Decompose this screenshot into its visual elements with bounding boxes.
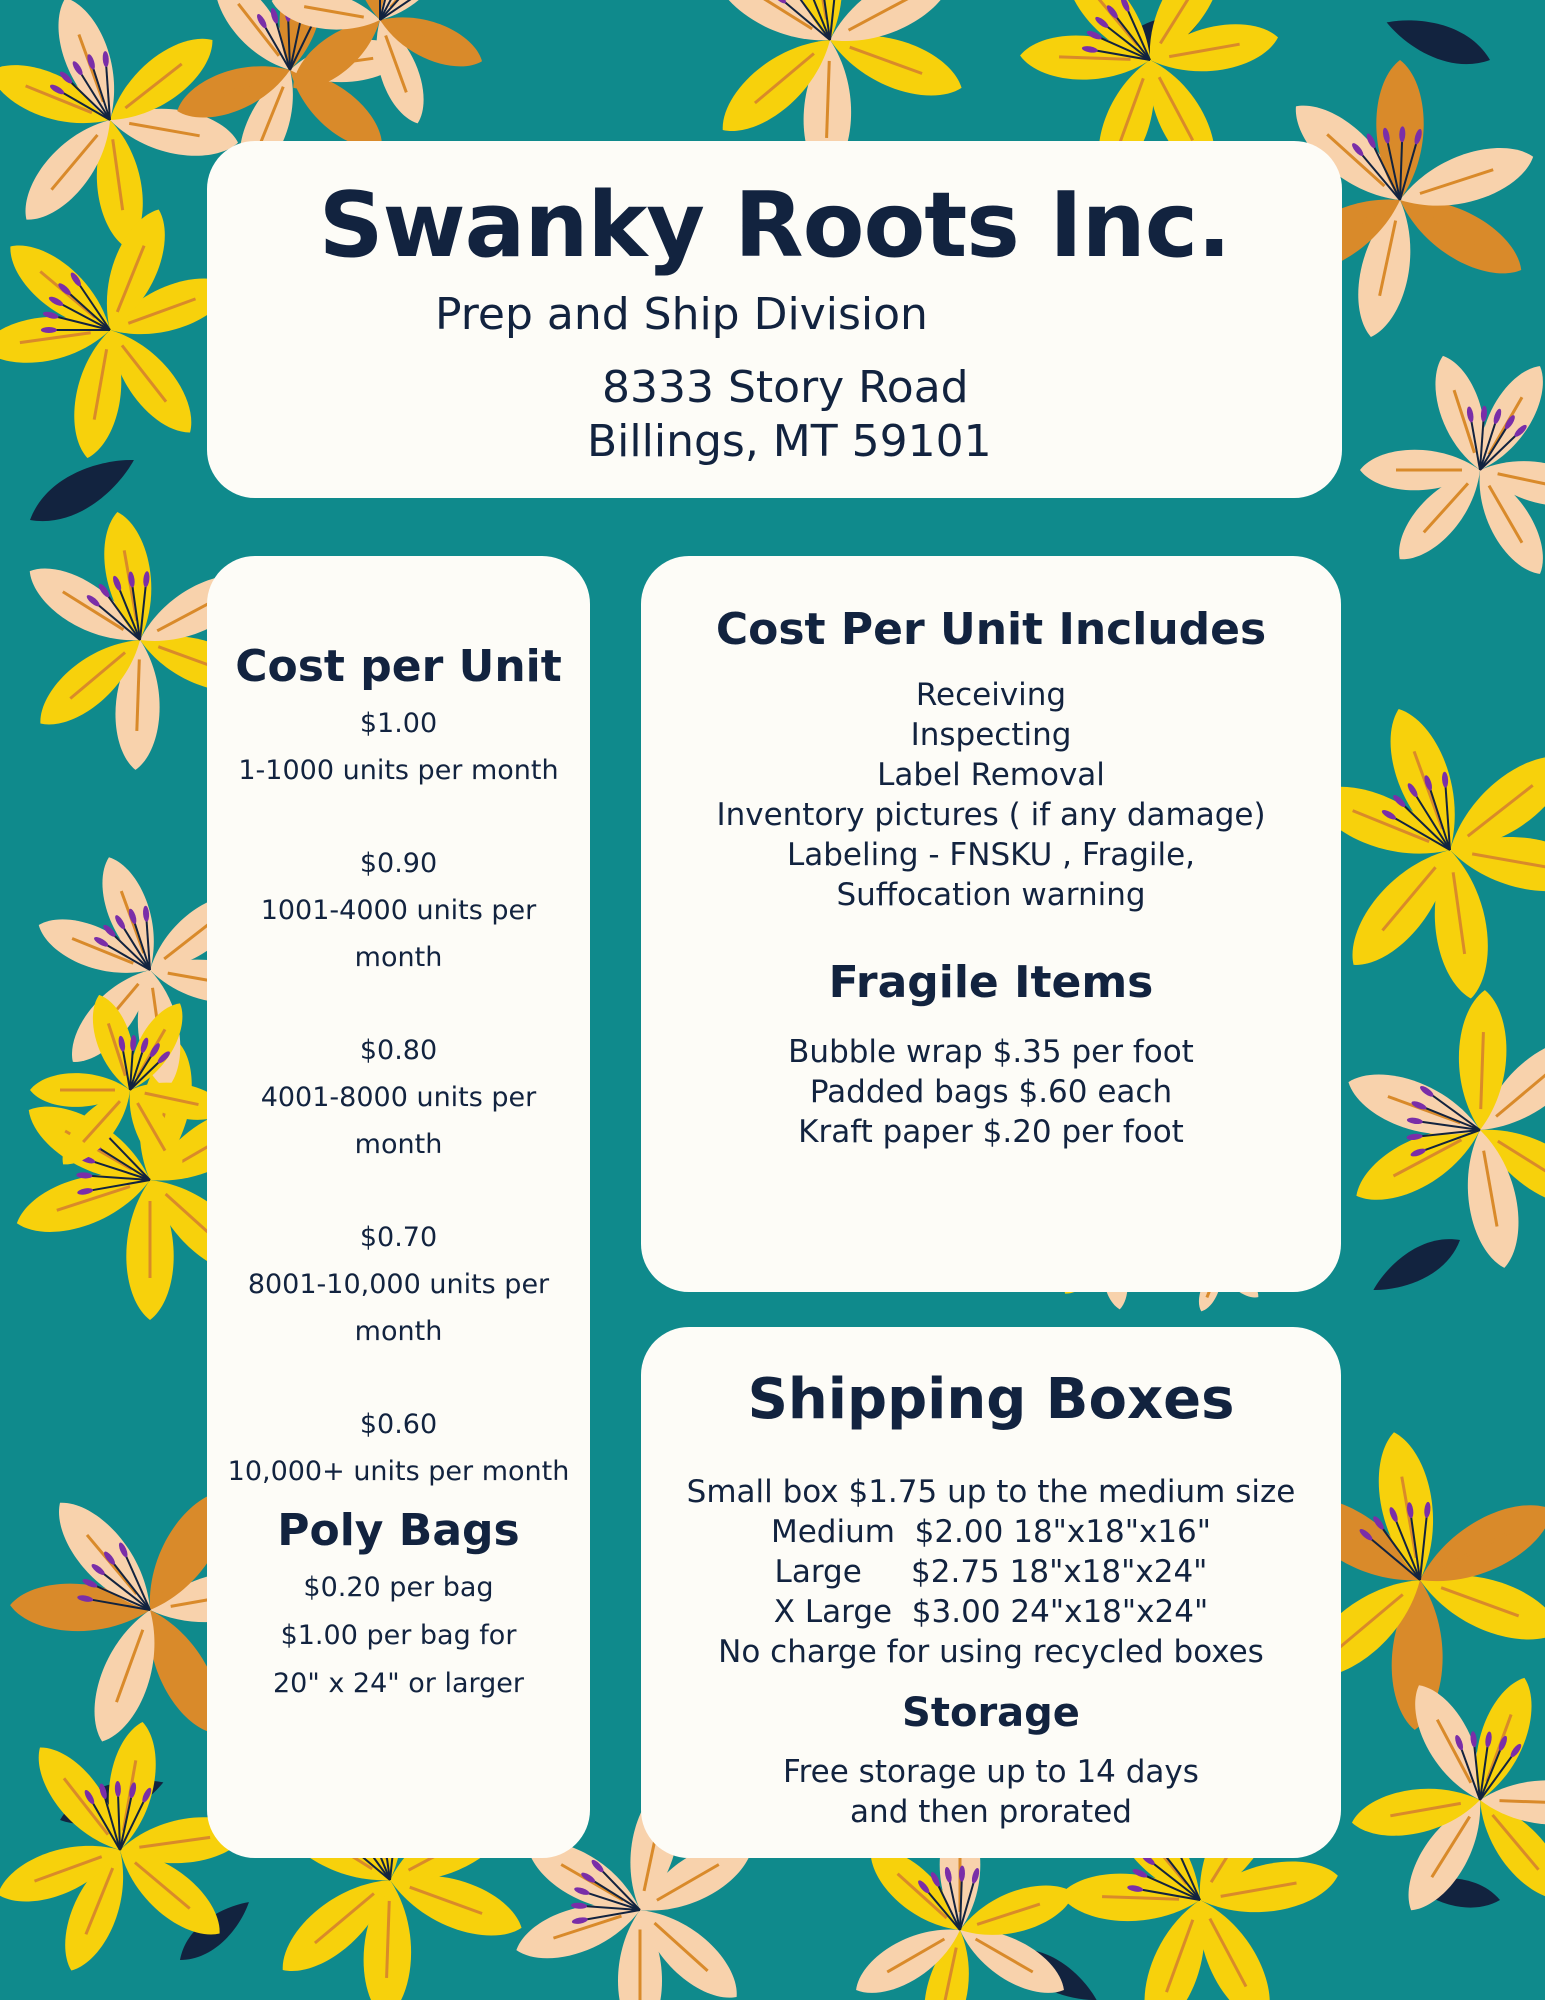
storage-line: and then prorated xyxy=(850,1794,1132,1830)
cost-per-unit-card xyxy=(207,556,590,1858)
storage-line: Free storage up to 14 days xyxy=(783,1754,1199,1790)
tier-range: month xyxy=(354,1129,443,1160)
pricing-tier xyxy=(207,840,590,981)
tier-range: month xyxy=(354,1316,443,1347)
pricing-tiers xyxy=(207,700,590,1495)
tier-range: month xyxy=(354,942,443,973)
poly-bag-price: $0.20 per bag xyxy=(303,1572,494,1603)
included-service: Receiving xyxy=(915,677,1067,713)
shipping-card xyxy=(641,1327,1341,1858)
poly-bag-price: 20" x 24" or larger xyxy=(272,1668,524,1699)
includes-card xyxy=(641,556,1341,1292)
fragile-title: Fragile Items xyxy=(828,957,1154,1008)
leaf-shape xyxy=(1366,1227,1468,1303)
poly-bag-price: $1.00 per bag for xyxy=(280,1620,517,1651)
pricing-tier xyxy=(207,1214,590,1355)
division-name: Prep and Ship Division xyxy=(435,289,928,340)
shipping-title: Shipping Boxes xyxy=(747,1367,1235,1432)
includes-list xyxy=(641,675,1341,915)
pricing-tier xyxy=(207,1027,590,1168)
lily-flower xyxy=(1315,308,1545,634)
fragile-list xyxy=(641,1032,1341,1152)
fragile-item: Bubble wrap $.35 per foot xyxy=(788,1034,1194,1070)
shipping-box-price: Medium $2.00 18"x18"x16" xyxy=(770,1514,1212,1550)
header-card xyxy=(207,141,1342,498)
included-service: Labeling - FNSKU , Fragile, xyxy=(786,837,1196,873)
shipping-box-price: No charge for using recycled boxes xyxy=(718,1634,1264,1670)
poly-bags-title: Poly Bags xyxy=(277,1505,520,1556)
pricing-tier xyxy=(207,700,590,794)
tier-price: $0.80 xyxy=(359,1035,438,1066)
included-service: Inventory pictures ( if any damage) xyxy=(716,797,1266,833)
tier-range: 1001-4000 units per xyxy=(260,895,537,926)
address-street: 8333 Story Road xyxy=(602,362,969,413)
fragile-item: Padded bags $.60 each xyxy=(809,1074,1173,1110)
fragile-item: Kraft paper $.20 per foot xyxy=(798,1114,1184,1150)
tier-price: $0.90 xyxy=(359,848,438,879)
included-service: Suffocation warning xyxy=(836,877,1146,913)
address-city: Billings, MT 59101 xyxy=(587,416,992,467)
shipping-box-price: X Large $3.00 24"x18"x24" xyxy=(773,1594,1209,1630)
tier-range: 1-1000 units per month xyxy=(238,755,559,786)
company-name: Swanky Roots Inc. xyxy=(318,173,1231,278)
shipping-box-price: Large $2.75 18"x18"x24" xyxy=(774,1554,1208,1590)
cost-per-unit-title: Cost per Unit xyxy=(235,641,562,692)
pricing-tier xyxy=(207,1401,590,1495)
storage-title: Storage xyxy=(902,1690,1080,1736)
included-service: Label Removal xyxy=(877,757,1105,793)
shipping-box-price: Small box $1.75 up to the medium size xyxy=(686,1474,1296,1510)
shipping-list xyxy=(641,1472,1341,1672)
poly-bags-prices xyxy=(207,1564,590,1708)
tier-range: 10,000+ units per month xyxy=(227,1456,570,1487)
included-service: Inspecting xyxy=(910,717,1072,753)
tier-range: 8001-10,000 units per xyxy=(247,1269,550,1300)
tier-price: $0.60 xyxy=(359,1409,438,1440)
includes-title: Cost Per Unit Includes xyxy=(715,604,1267,655)
storage-info xyxy=(641,1752,1341,1832)
tier-price: $0.70 xyxy=(359,1222,438,1253)
tier-range: 4001-8000 units per xyxy=(260,1082,537,1113)
tier-price: $1.00 xyxy=(359,708,438,739)
